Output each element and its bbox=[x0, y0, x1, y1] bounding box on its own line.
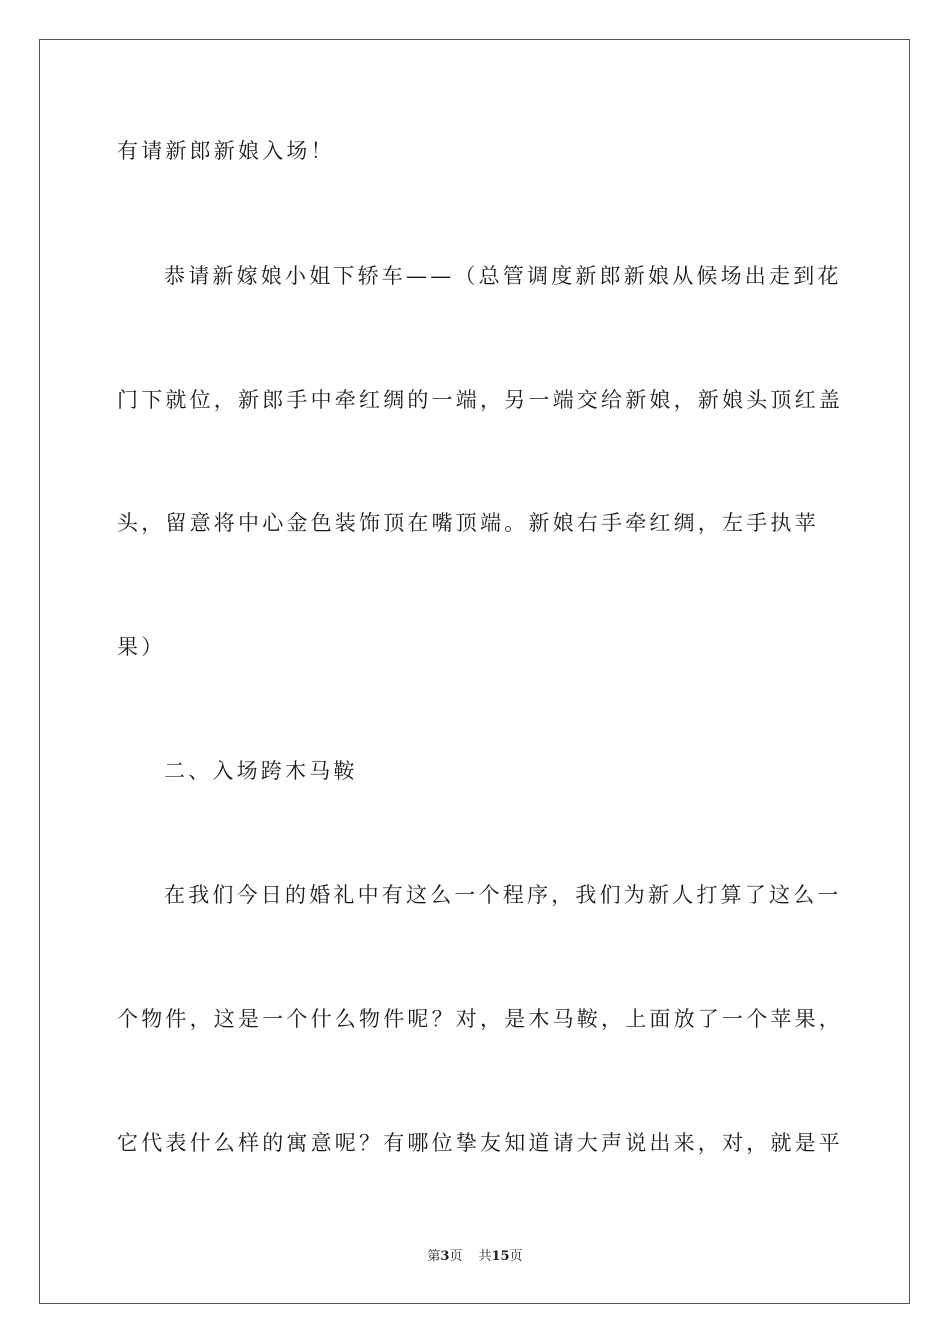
total-prefix: 共 bbox=[478, 1249, 492, 1264]
section-heading: 二、入场跨木马鞍 bbox=[164, 759, 358, 783]
page-footer bbox=[0, 1248, 950, 1266]
text-line-5: 果） bbox=[117, 635, 166, 659]
text-line-9: 它代表什么样的寓意呢？有哪位挚友知道请大声说出来，对，就是平 bbox=[117, 1131, 843, 1155]
total-pages: 15 bbox=[491, 1249, 510, 1264]
page-number: 3 bbox=[440, 1249, 450, 1264]
text-line-4: 头，留意将中心金色装饰顶在嘴顶端。新娘右手牵红绸，左手执苹 bbox=[117, 511, 819, 535]
page-prefix: 第 bbox=[427, 1249, 441, 1264]
text-line-8: 个物件，这是一个什么物件呢？对，是木马鞍，上面放了一个苹果， bbox=[117, 1007, 843, 1031]
page-suffix: 页 bbox=[449, 1249, 463, 1264]
total-suffix: 页 bbox=[509, 1249, 523, 1264]
text-line-1: 有请新郎新娘入场！ bbox=[117, 139, 335, 163]
text-line-2: 恭请新嫁娘小姐下轿车——（总管调度新郎新娘从候场出走到花 bbox=[164, 264, 842, 288]
text-line-7: 在我们今日的婚礼中有这么一个程序，我们为新人打算了这么一 bbox=[164, 883, 842, 907]
text-line-3: 门下就位，新郎手中牵红绸的一端，另一端交给新娘，新娘头顶红盖 bbox=[117, 388, 843, 412]
page-frame bbox=[39, 39, 910, 1304]
